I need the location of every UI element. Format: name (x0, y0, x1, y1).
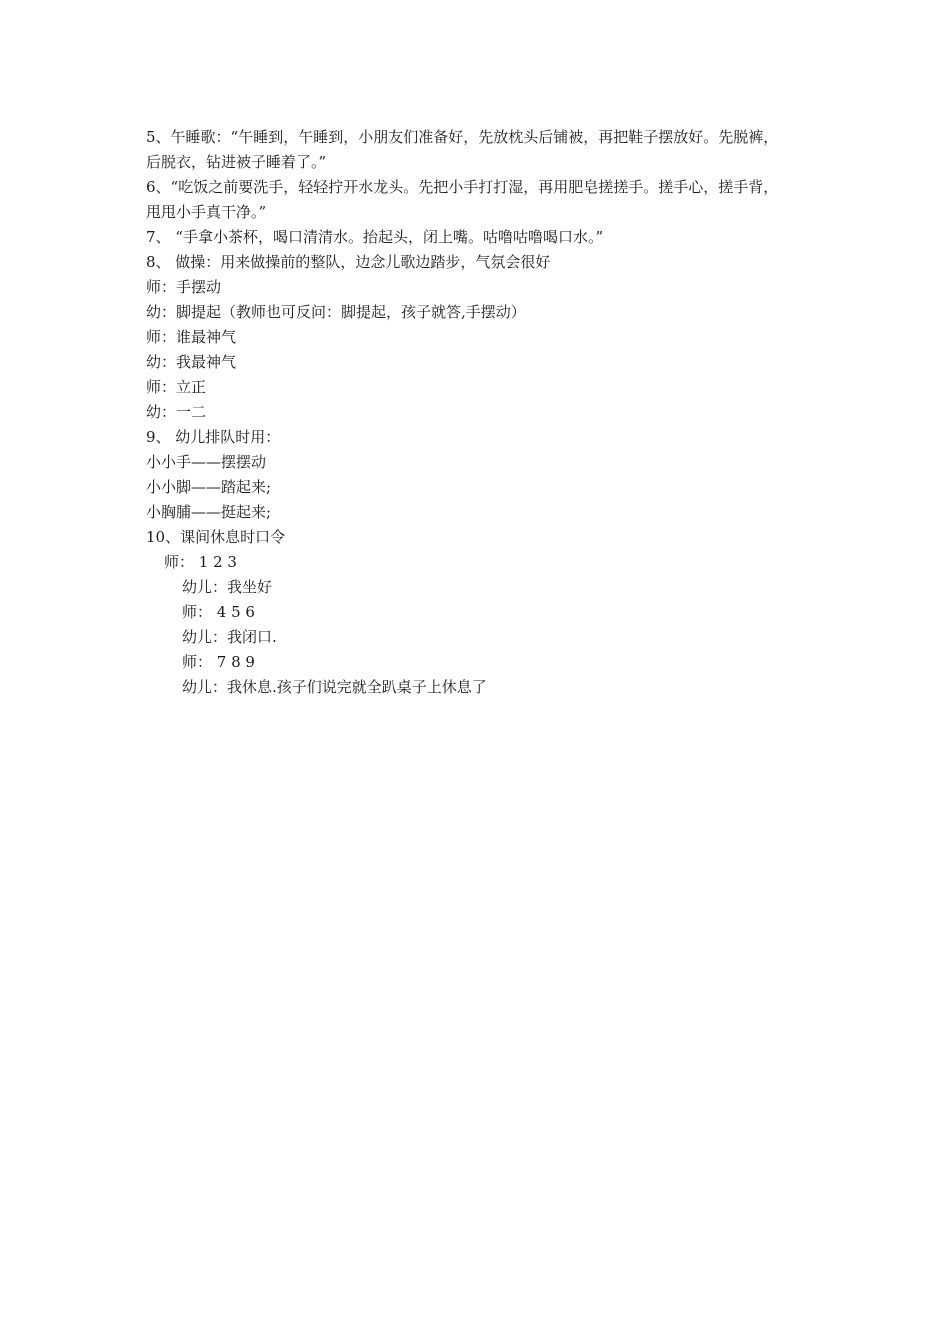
song-nap-line-2: 后脱衣，钻进被子睡着了。” (146, 153, 327, 171)
song-drink-water: 7、 “手拿小茶杯，喝口清清水。抬起头，闭上嘴。咕噜咕噜喝口水。” (146, 228, 604, 246)
dialogue-teacher-3: 师：立正 (146, 378, 207, 396)
song-handwash-line-1: 6、“吃饭之前要洗手，轻轻拧开水龙头。先把小手打打湿，再用肥皂搓搓手。搓手心，搓手背， (146, 178, 779, 196)
exercise-heading: 8、 做操：用来做操前的整队，边念儿歌边踏步，气氛会很好 (146, 253, 551, 271)
document-body (146, 125, 816, 700)
lineup-chant-1: 小小手——摆摆动 (146, 453, 267, 471)
lineup-chant-3: 小胸脯——挺起来; (146, 503, 272, 521)
lineup-chant-2: 小小脚——踏起来; (146, 478, 272, 496)
dialogue-child-2: 幼：我最神气 (146, 353, 237, 371)
break-child-3: 幼儿：我休息.孩子们说完就全趴桌子上休息了 (182, 678, 487, 696)
break-heading: 10、课间休息时口令 (146, 528, 286, 546)
break-teacher-2: 师： 4 5 6 (182, 603, 255, 621)
break-teacher-1: 师： 1 2 3 (164, 553, 237, 571)
dialogue-teacher-2: 师：谁最神气 (146, 328, 237, 346)
dialogue-child-3: 幼：一二 (146, 403, 207, 421)
song-handwash-line-2: 甩甩小手真干净。” (146, 203, 267, 221)
break-child-1: 幼儿：我坐好 (182, 578, 273, 596)
dialogue-teacher-1: 师：手摆动 (146, 278, 222, 296)
dialogue-child-1: 幼：脚提起（教师也可反问：脚提起，孩子就答,手摆动） (146, 303, 526, 321)
song-nap-line-1: 5、午睡歌：“午睡到，午睡到，小朋友们准备好，先放枕头后铺被，再把鞋子摆放好。先脱裤， (146, 128, 779, 146)
break-child-2: 幼儿：我闭口. (182, 628, 277, 646)
break-teacher-3: 师： 7 8 9 (182, 653, 255, 671)
lineup-heading: 9、 幼儿排队时用： (146, 428, 281, 446)
